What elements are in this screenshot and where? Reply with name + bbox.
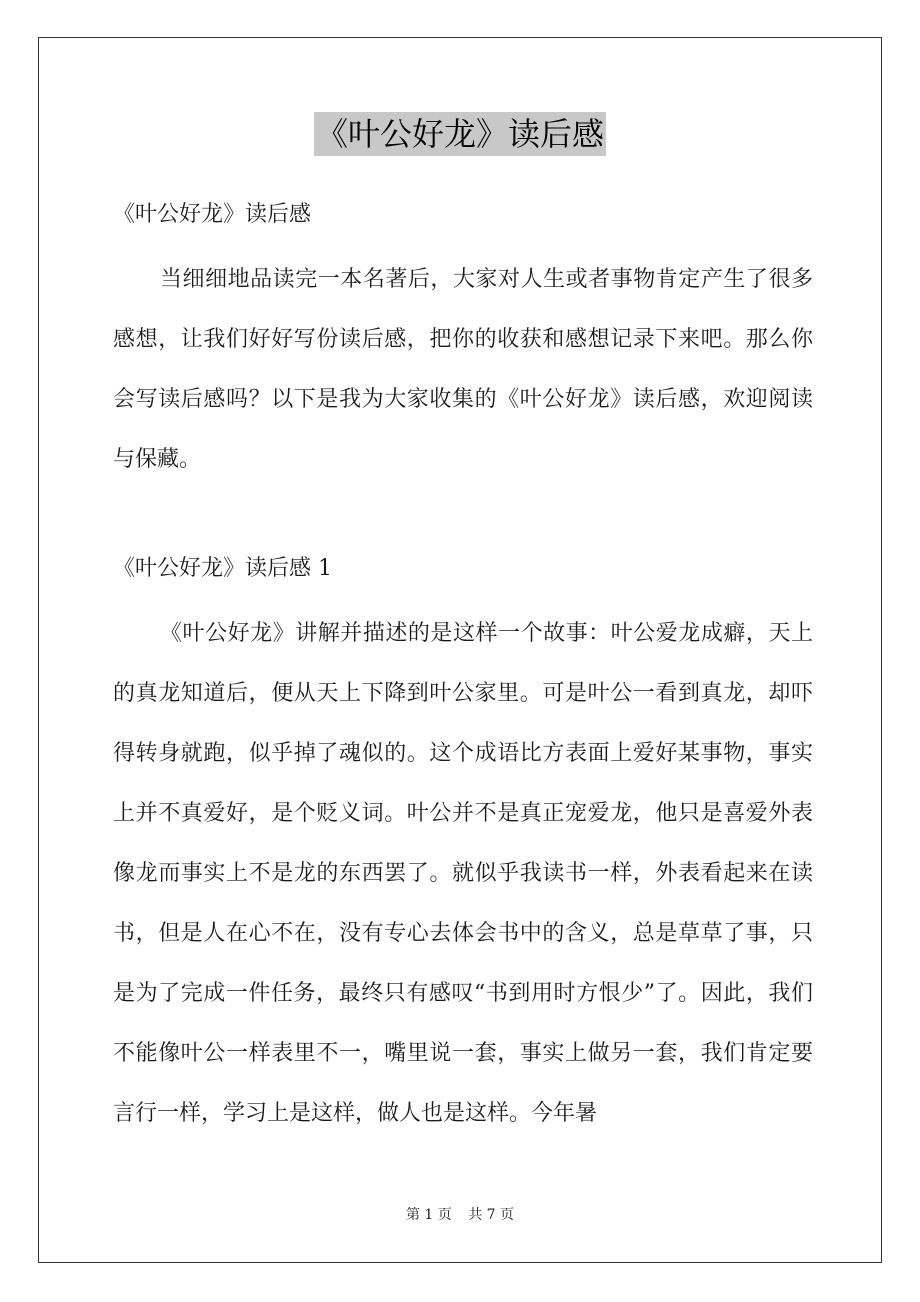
page-number: 第 1 页 [405, 1207, 452, 1223]
title-container [0, 112, 920, 156]
intro-heading: 《叶公好龙》读后感 [113, 202, 312, 227]
section-paragraph: 《叶公好龙》讲解并描述的是这样一个故事：叶公爱龙成癖，天上的真龙知道后，便从天上下降到叶公家里。可是叶公一看到真龙，却吓得转身就跑，似乎掉了魂似的。这个成语比方表面上爱好某事物，事实上并不真爱好，是个贬义词。叶公并不是真正宠爱龙，他只是喜爱外表像龙而事实上不是龙的东西罢了。就似乎我读书一样，外表看起来在读书，但是人在心不在，没有专心去体会书中的含义，总是草草了事，只是为了完成一件任务，最终只有感叹“书到用时方恨少”了。因此，我们不能像叶公一样表里不一，嘴里说一套，事实上做另一套，我们肯定要言行一样，学习上是这样，做人也是这样。今年暑 [113, 621, 813, 1126]
section-heading: 《叶公好龙》读后感 1 [113, 556, 332, 581]
document-body [113, 190, 813, 1144]
page-footer [0, 1205, 920, 1225]
spacer [113, 240, 813, 250]
intro-paragraph: 当细细地品读完一本名著后，大家对人生或者事物肯定产生了很多感想，让我们好好写份读后感，把你的收获和感想记录下来吧。那么你会写读后感吗？以下是我为大家收集的《叶公好龙》读后感，欢迎阅读与保藏。 [113, 267, 813, 472]
section-spacer [113, 490, 813, 544]
document-title: 《叶公好龙》读后感 [314, 112, 606, 156]
spacer [113, 594, 813, 604]
page-total: 共 7 页 [468, 1207, 515, 1223]
